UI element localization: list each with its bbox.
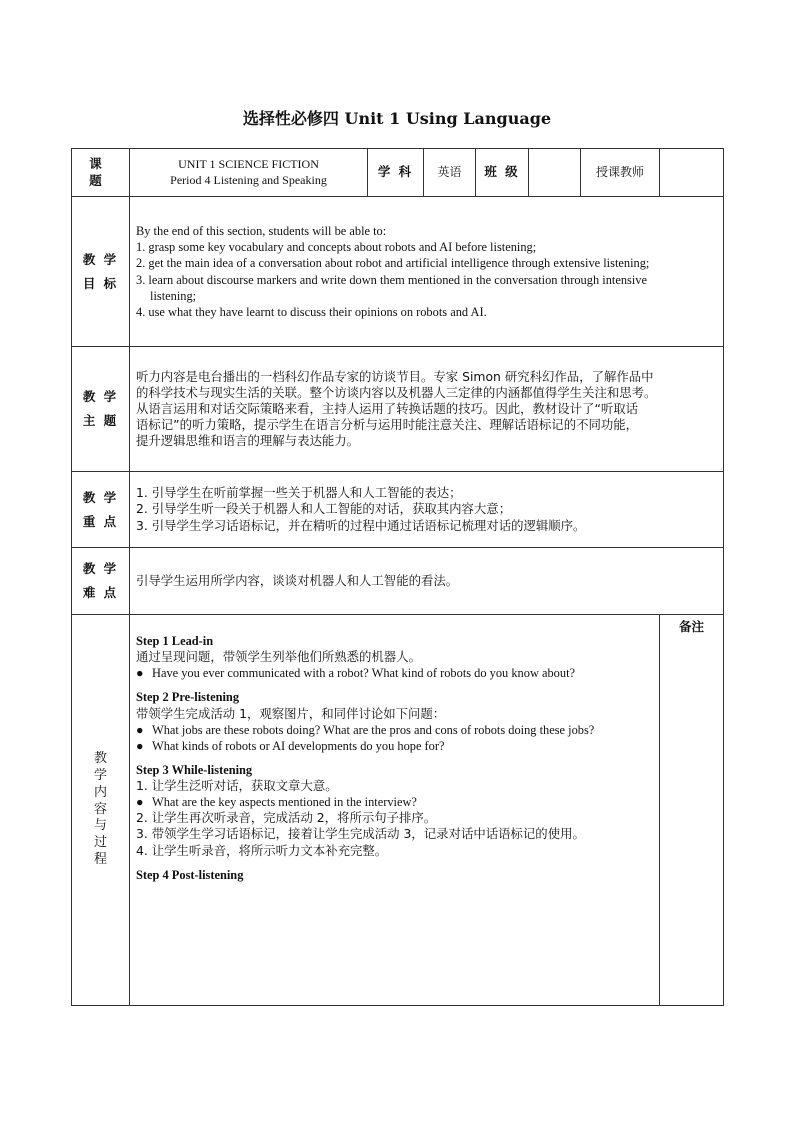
theme-line-1: 听力内容是电台播出的一档科幻作品专家的访谈节目。专家 Simon 研究科幻作品，了解作品中 (136, 368, 654, 384)
objectives-intro: By the end of this section, students will be able to: (136, 224, 387, 239)
objectives-label (72, 197, 130, 347)
process-label-char-4: 容 (93, 801, 107, 817)
step4-title: Step 4 Post-listening (136, 867, 244, 882)
difficulties-label-line1: 教 学 (82, 561, 119, 576)
step2-desc: 带领学生完成活动 1，观察图片，和同伴讨论如下问题： (136, 705, 446, 721)
difficulties-content (130, 548, 724, 615)
bullet-icon: ● (136, 722, 144, 737)
theme-label (72, 347, 130, 472)
step3-bullet-1 (136, 794, 653, 810)
step3-bullet-1-text: What are the key aspects mentioned in the interview? (152, 795, 417, 810)
key-point-3: 3. 引导学生学习话语标记，并在精听的过程中通过话语标记梳理对话的逻辑顺序。 (136, 517, 586, 533)
remark-label: 备注 (660, 615, 724, 1006)
theme-label-line2: 主 题 (82, 413, 119, 428)
step3-item-1: 1. 让学生泛听对话，获取文章大意。 (136, 778, 338, 793)
theme-line-2: 的科学技术与现实生活的关联。整个访谈内容以及机器人三定律的内涵都值得学生关注和思考。 (136, 384, 657, 400)
difficulties-label (72, 548, 130, 615)
objectives-row (72, 197, 724, 347)
step2-bullet-2-text: What kinds of robots or AI developments do you hope for? (152, 738, 445, 753)
unit-name: UNIT 1 SCIENCE FICTION (178, 156, 319, 171)
step1-title: Step 1 Lead-in (136, 634, 214, 648)
lesson-plan-table (71, 148, 724, 1006)
process-label-char-6: 过 (93, 835, 107, 851)
theme-line-3: 从语言运用和对话交际策略来看，主持人运用了转换话题的技巧。因此，教材设计了“听取话 (136, 400, 639, 416)
theme-content (130, 347, 724, 472)
teacher-value (660, 149, 724, 197)
step2-bullet-1 (136, 722, 653, 738)
bullet-icon: ● (136, 795, 144, 810)
objectives-label-line1: 教 学 (82, 251, 119, 267)
process-label-char-7: 程 (93, 852, 107, 868)
teacher-label: 授课教师 (581, 149, 660, 197)
subject-label: 学 科 (368, 149, 424, 197)
step2-bullet-1-text: What jobs are these robots doing? What are the pros and cons of robots doing these jobs? (152, 722, 595, 737)
process-label-char-3: 内 (93, 784, 107, 800)
unit-title-cell (130, 149, 368, 197)
difficulties-text: 引导学生运用所学内容，谈谈对机器人和人工智能的看法。 (136, 572, 459, 588)
topic-label: 课 题 (72, 149, 130, 197)
theme-line-4: 语标记”的听力策略，提示学生在语言分析与运用时能注意关注、理解话语标记的不同功能， (136, 417, 639, 433)
key-points-label-line1: 教 学 (82, 489, 119, 505)
period-name: Period 4 Listening and Speaking (170, 172, 327, 187)
process-label (72, 615, 130, 1006)
objective-item-3-cont: listening; (150, 288, 197, 303)
objectives-label-line2: 目 标 (82, 275, 119, 291)
key-points-label-line2: 重 点 (82, 513, 119, 529)
class-label: 班 级 (476, 149, 529, 197)
process-label-char-2: 学 (93, 767, 107, 783)
header-row (72, 149, 724, 197)
step1-bullet-1-text: Have you ever communicated with a robot? What kind of robots do you know about? (152, 666, 576, 681)
bullet-icon: ● (136, 666, 144, 681)
objective-item-4: 4. use what they have learnt to discuss their opinions on robots and AI. (136, 304, 487, 319)
process-label-char-1: 教 (93, 750, 107, 766)
process-row (72, 615, 724, 1006)
key-points-row (72, 472, 724, 548)
objectives-content (130, 197, 724, 347)
step3-item-2: 2. 让学生再次听录音，完成活动 2，将所示句子排序。 (136, 810, 437, 826)
step3-item-3: 3. 带领学生学习话语标记，接着让学生完成活动 3，记录对话中话语标记的使用。 (136, 826, 585, 842)
step3-item-4: 4. 让学生听录音，将所示听力文本补充完整。 (136, 842, 388, 858)
theme-row (72, 347, 724, 472)
theme-label-line1: 教 学 (82, 389, 119, 404)
bullet-icon: ● (136, 738, 144, 753)
objective-item-2: 2. get the main idea of a conversation about robot and artificial intelligence through extensive listening; (136, 256, 650, 271)
objective-item-3: 3. learn about discourse markers and write down them mentioned in the conversation through intensive (136, 272, 647, 287)
key-points-label (72, 472, 130, 548)
class-value (529, 149, 581, 197)
step1-bullet-1 (136, 665, 653, 681)
difficulties-row (72, 548, 724, 615)
key-point-2: 2. 引导学生听一段关于机器人和人工智能的对话，获取其内容大意； (136, 501, 512, 517)
key-point-1: 1. 引导学生在听前掌握一些关于机器人和人工智能的表达； (136, 485, 462, 501)
process-content (130, 615, 660, 1006)
step2-bullet-2 (136, 738, 653, 754)
step2-title: Step 2 Pre-listening (136, 690, 240, 705)
step1-desc: 通过呈现问题，带领学生列举他们所熟悉的机器人。 (136, 649, 421, 665)
subject-value: 英语 (424, 149, 476, 197)
process-label-char-5: 与 (93, 818, 107, 834)
theme-line-5: 提升逻辑思维和语言的理解与表达能力。 (136, 433, 360, 449)
step3-title: Step 3 While-listening (136, 762, 253, 777)
difficulties-label-line2: 难 点 (82, 585, 119, 600)
document-title: 选择性必修四 Unit 1 Using Language (242, 109, 552, 128)
key-points-content (130, 472, 724, 548)
objective-item-1: 1. grasp some key vocabulary and concepts about robots and AI before listening; (136, 240, 537, 255)
